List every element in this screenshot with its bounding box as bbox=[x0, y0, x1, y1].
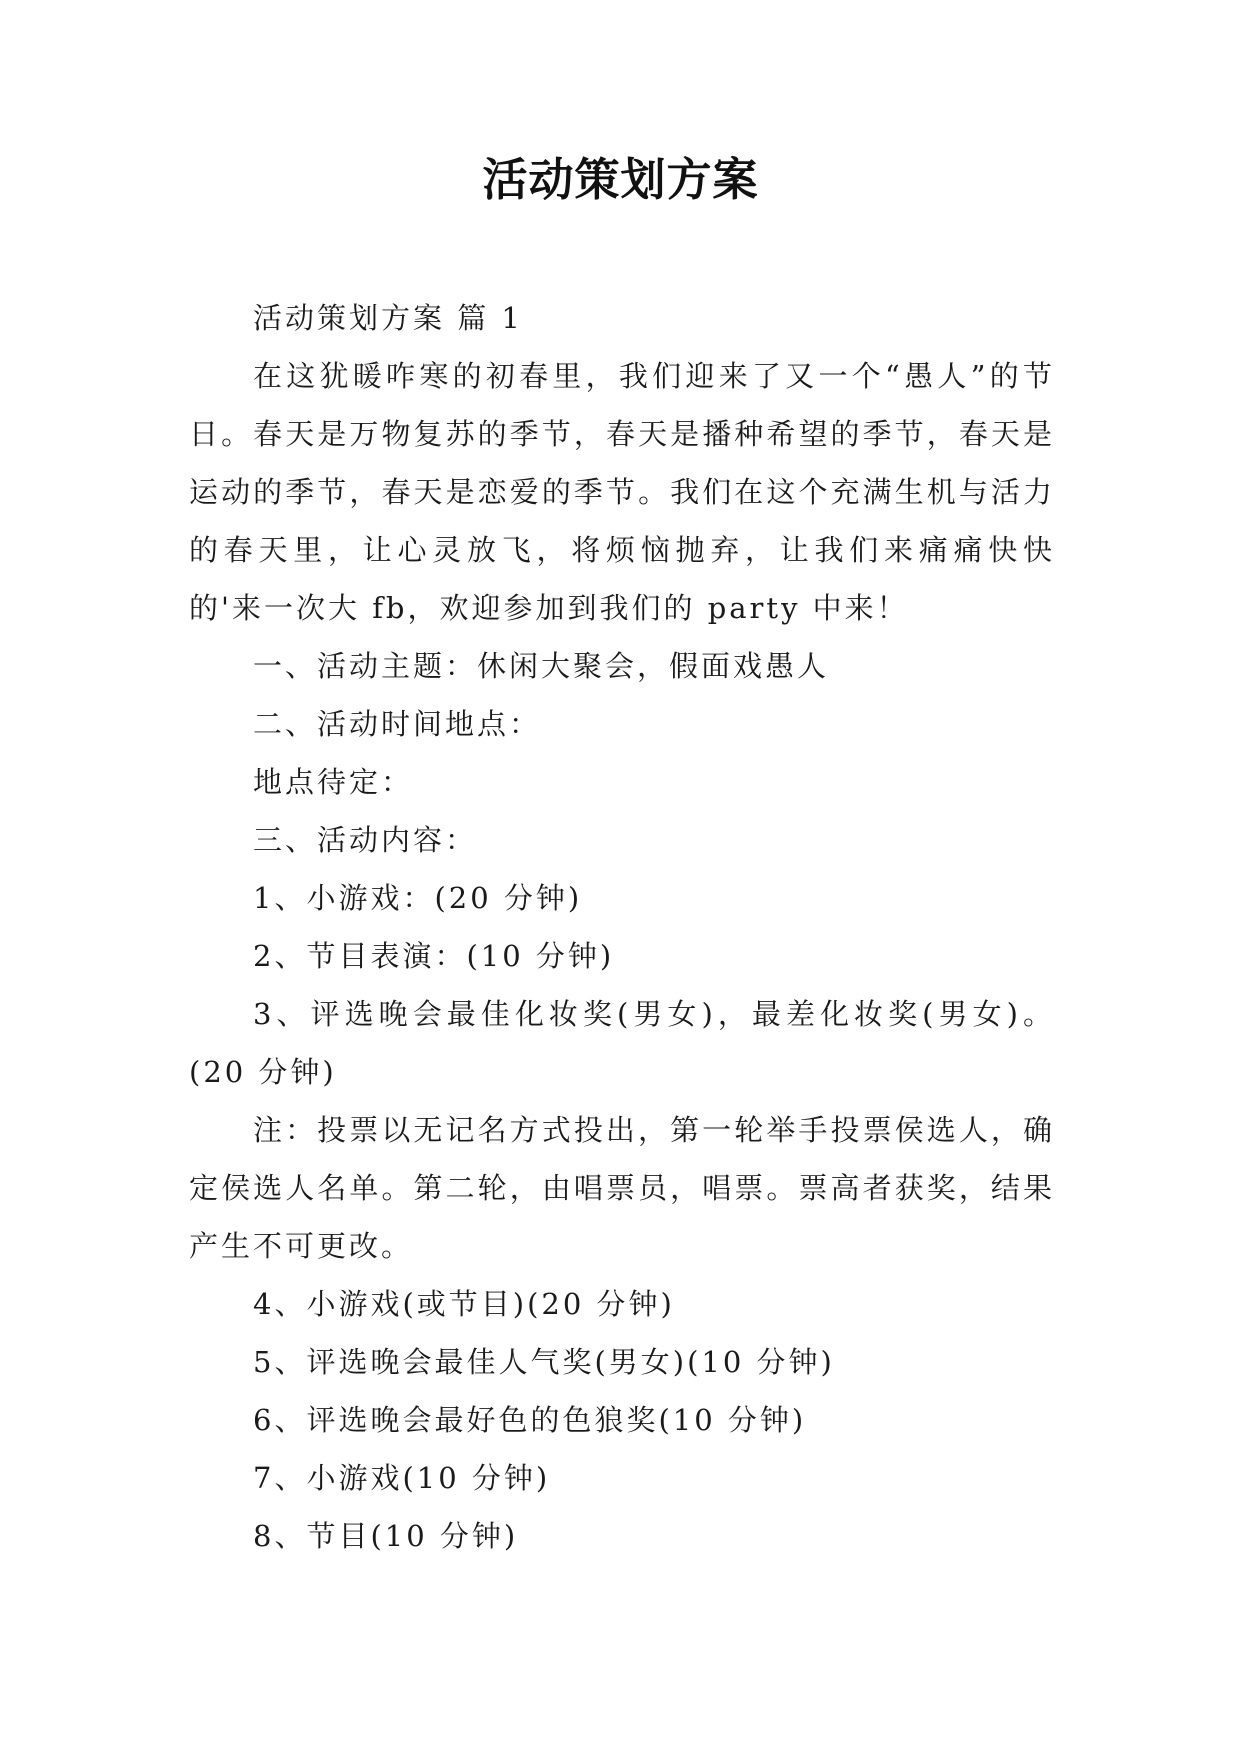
list-item: 6、评选晚会最好色的色狼奖(10 分钟) bbox=[253, 1403, 807, 1437]
list-item: 3、评选晚会最佳化妆奖(男女)，最差化妆奖(男女)。(20 分钟) bbox=[189, 997, 1055, 1089]
list-item: 2、节目表演：(10 分钟) bbox=[253, 939, 615, 973]
list-item: 4、小游戏(或节目)(20 分钟) bbox=[253, 1287, 675, 1321]
list-item: 7、小游戏(10 分钟) bbox=[253, 1461, 551, 1495]
document-body bbox=[189, 289, 1055, 1565]
activity-time-place: 二、活动时间地点： bbox=[253, 707, 542, 741]
activity-theme: 一、活动主题：休闲大聚会，假面戏愚人 bbox=[253, 649, 830, 683]
intro-paragraph: 在这犹暖咋寒的初春里，我们迎来了又一个“愚人”的节日。春天是万物复苏的季节，春天是播种希望的季节，春天是运动的季节，春天是恋爱的季节。我们在这个充满生机与活力的春天里，让心灵放飞，将烦恼抛弃，让我们来痛痛快快的'来一次大 fb，欢迎参加到我们的 party 中来！ bbox=[189, 359, 1055, 625]
section-heading: 活动策划方案 篇 1 bbox=[253, 301, 523, 335]
voting-note: 注：投票以无记名方式投出，第一轮举手投票侯选人，确定侯选人名单。第二轮，由唱票员，唱票。票高者获奖，结果产生不可更改。 bbox=[189, 1113, 1055, 1263]
activity-content-heading: 三、活动内容： bbox=[253, 823, 478, 857]
activity-location: 地点待定： bbox=[253, 765, 414, 799]
document-title: 活动策划方案 bbox=[482, 153, 759, 206]
list-item: 8、节目(10 分钟) bbox=[253, 1519, 519, 1553]
list-item: 1、小游戏：(20 分钟) bbox=[253, 881, 583, 915]
list-item: 5、评选晚会最佳人气奖(男女)(10 分钟) bbox=[253, 1345, 835, 1379]
